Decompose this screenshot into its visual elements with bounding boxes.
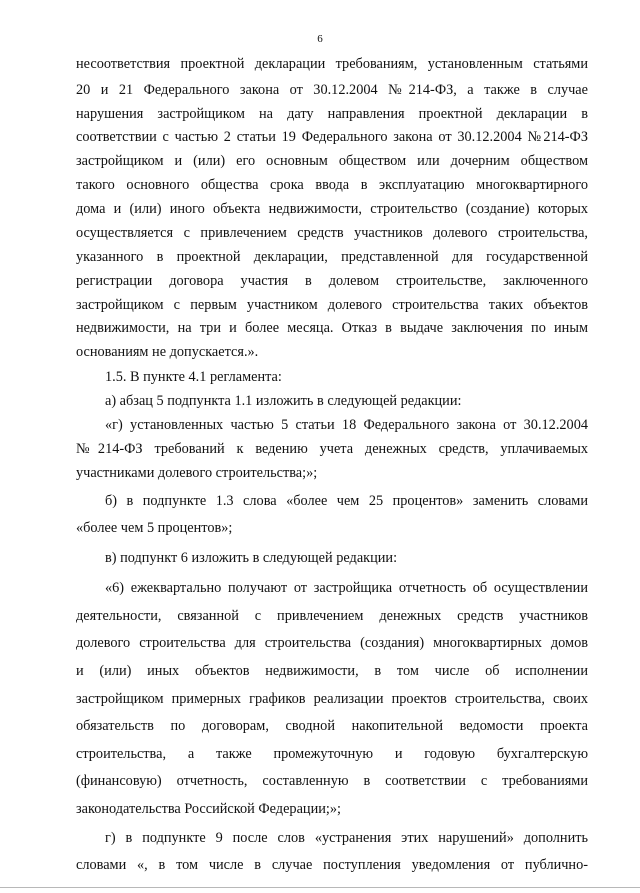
text-line: указанного в проектной декларации, представленной для государственной <box>76 249 588 265</box>
text-line: такого основного общества срока ввода в эксплуатацию многоквартирного <box>76 177 588 193</box>
text-line: долевого строительства для строительства (создания) многоквартирных домов <box>76 635 588 651</box>
text-line: словами «, в том числе в случае поступления уведомления от публично- <box>76 857 588 873</box>
text-line: г) в подпункте 9 после слов «устранения этих нарушений» дополнить <box>105 830 588 846</box>
text-line: недвижимости, на три и более месяца. Отказ в выдаче заключения по иным <box>76 320 588 336</box>
text-line: «г) установленных частью 5 статьи 18 Федерального закона от 30.12.2004 <box>105 417 588 433</box>
scan-edge-divider <box>0 887 640 888</box>
text-line: №214-ФЗ требований к ведению учета денежных средств, уплачиваемых <box>76 441 588 457</box>
text-line: «6) ежеквартально получают от застройщика отчетность об осуществлении <box>105 580 588 596</box>
text-line: (финансовую) отчетность, составленную в соответствии с требованиями <box>76 773 588 789</box>
text-line: а) абзац 5 подпункта 1.1 изложить в следующей редакции: <box>105 393 462 409</box>
text-line: застройщиком примерных графиков реализации проектов строительства, своих <box>76 691 588 707</box>
text-line: в) подпункт 6 изложить в следующей редакции: <box>105 550 398 566</box>
text-line: 1.5. В пункте 4.1 регламента: <box>105 369 282 385</box>
text-line: б) в подпункте 1.3 слова «более чем 25 процентов» заменить словами <box>105 493 588 509</box>
text-line: осуществляется с привлечением средств участников долевого строительства, <box>76 225 588 241</box>
text-line: нарушения застройщиком на дату направления проектной декларации в <box>76 106 588 122</box>
text-line: строительства, а также промежуточную и годовую бухгалтерскую <box>76 746 588 762</box>
text-line: застройщиком и (или) его основным обществом или дочерним обществом <box>76 153 588 169</box>
text-line: обязательств по договорам, сводной накопительной ведомости проекта <box>76 718 588 734</box>
text-line: участниками долевого строительства;»; <box>76 465 318 481</box>
text-line: основаниям не допускается.». <box>76 344 259 360</box>
text-line: регистрации договора участия в долевом строительстве, заключенного <box>76 273 588 289</box>
text-line: «более чем 5 процентов»; <box>76 520 233 536</box>
text-line: дома и (или) иного объекта недвижимости, строительство (создание) которых <box>76 201 588 217</box>
page-number: 6 <box>317 33 323 45</box>
text-line: законодательства Российской Федерации;»; <box>76 801 341 817</box>
text-line: соответствии с частью 2 статьи 19 Федерального закона от 30.12.2004 №214-ФЗ <box>76 129 588 145</box>
text-line: несоответствия проектной декларации требованиям, установленным статьями <box>76 56 588 72</box>
text-line: деятельности, связанной с привлечением денежных средств участников <box>76 608 588 624</box>
text-line: и (или) иных объектов недвижимости, в том числе об исполнении <box>76 663 588 679</box>
text-line: 20 и 21 Федерального закона от 30.12.2004 №214-ФЗ, а также в случае <box>76 82 588 98</box>
text-line: застройщиком с первым участником долевого строительства таких объектов <box>76 297 588 313</box>
